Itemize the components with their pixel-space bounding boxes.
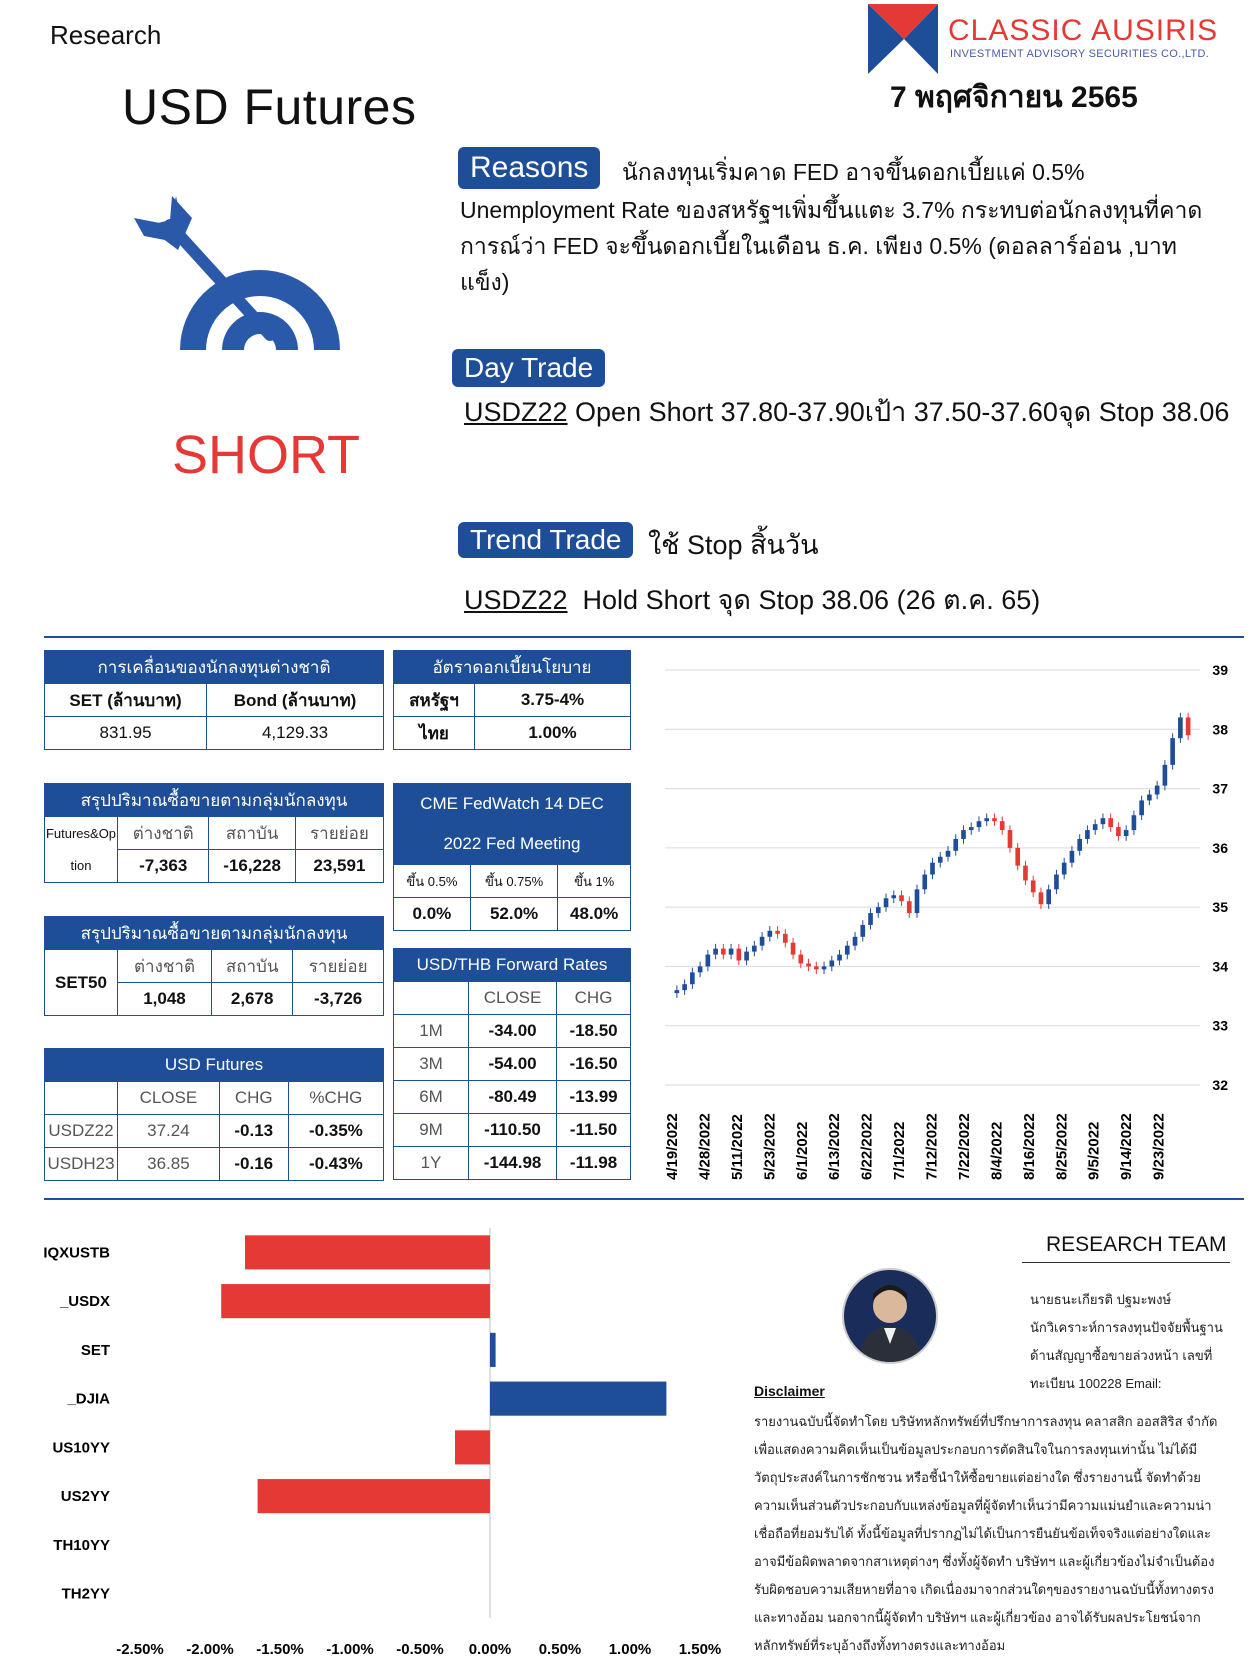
foreign-flow-value: 4,129.33 <box>207 717 384 750</box>
y-tick-label: 37 <box>1212 780 1228 797</box>
analyst-avatar <box>842 1268 938 1364</box>
candle-body <box>768 931 773 937</box>
x-tick-label: 1.50% <box>678 1641 722 1658</box>
trend-trade-symbol: USDZ22 <box>464 585 568 615</box>
candle-body <box>744 952 749 961</box>
candle-body <box>783 934 788 943</box>
candle-body <box>1124 830 1129 836</box>
usd-futures-symbol: USDH23 <box>45 1148 118 1181</box>
trend-trade-text: Hold Short จุด Stop 38.06 (26 ต.ค. 65) <box>567 585 1041 615</box>
bar-category-label: US2YY <box>60 1488 110 1506</box>
policy-rate-value: 3.75-4% <box>475 684 631 717</box>
foreign-flow-title: การเคลื่อนของนักลงทุนต่างชาติ <box>45 651 384 684</box>
candle-body <box>1008 830 1013 848</box>
candle-body <box>1085 830 1090 839</box>
candle-body <box>868 913 873 925</box>
candle-body <box>682 984 687 990</box>
candle-body <box>1023 866 1028 881</box>
fo-summary-col: รายย่อย <box>295 817 383 850</box>
fedwatch-title <box>394 784 631 865</box>
candle-body <box>1062 863 1067 875</box>
candle-body <box>1093 824 1098 830</box>
bar <box>490 1333 496 1367</box>
usd-futures-col: CLOSE <box>118 1082 220 1115</box>
brand-logo-name: CLASSIC AUSIRIS <box>948 14 1219 47</box>
x-tick-label: 9/23/2022 <box>1150 1113 1168 1180</box>
forward-title: USD/THB Forward Rates <box>394 949 631 982</box>
forward-chg: -11.98 <box>557 1147 631 1180</box>
research-team-rule <box>1022 1262 1230 1263</box>
research-team-title: RESEARCH TEAM <box>1046 1233 1227 1256</box>
usd-futures-pct: -0.43% <box>288 1148 383 1181</box>
forward-close: -144.98 <box>469 1147 557 1180</box>
x-tick-label: -2.00% <box>186 1641 234 1658</box>
candle-body <box>775 931 780 934</box>
bar-category-label: _DJIA <box>67 1390 110 1408</box>
x-tick-label: 5/11/2022 <box>728 1114 746 1180</box>
x-tick-label: 5/23/2022 <box>761 1113 779 1180</box>
fo-summary-table <box>44 783 384 883</box>
forward-chg: -13.99 <box>557 1081 631 1114</box>
y-tick-label: 38 <box>1212 721 1228 738</box>
policy-rate-table <box>393 650 631 750</box>
divider-bottom <box>44 1198 1244 1200</box>
fedwatch-value: 0.0% <box>394 898 471 931</box>
candle-body <box>884 898 889 907</box>
candle-body <box>915 889 920 913</box>
y-tick-label: 39 <box>1212 662 1228 678</box>
signal-short: SHORT <box>172 425 361 485</box>
forward-tenor: 1M <box>394 1015 469 1048</box>
set50-summary-col: สถาบัน <box>212 950 293 983</box>
report-date: 7 พฤศจิกายน 2565 <box>890 81 1138 114</box>
forward-tenor: 1Y <box>394 1147 469 1180</box>
usd-futures-close: 37.24 <box>118 1115 220 1148</box>
candle-body <box>1186 717 1191 735</box>
trend-trade-badge: Trend Trade <box>458 522 633 558</box>
usd-futures-chg: -0.13 <box>219 1115 288 1148</box>
candle-body <box>1046 889 1051 904</box>
candle-body <box>1015 848 1020 866</box>
policy-rate-country: สหรัฐฯ <box>394 684 475 717</box>
candle-body <box>1031 880 1036 892</box>
policy-rate-title: อัตราดอกเบี้ยนโยบาย <box>394 651 631 684</box>
bar <box>221 1284 490 1318</box>
x-tick-label: -2.50% <box>116 1641 164 1658</box>
x-tick-label: 4/19/2022 <box>664 1113 681 1180</box>
bar-category-label: SET <box>80 1341 110 1359</box>
x-tick-label: 0.00% <box>468 1641 512 1658</box>
candle-body <box>938 857 943 863</box>
fedwatch-col: ขึ้น 1% <box>558 865 631 898</box>
candle-body <box>922 875 927 890</box>
fedwatch-col: ขึ้น 0.75% <box>470 865 557 898</box>
usd-futures-chg: -0.16 <box>219 1148 288 1181</box>
fedwatch-value: 48.0% <box>558 898 631 931</box>
usd-futures-col: CHG <box>219 1082 288 1115</box>
set50-summary-value: -3,726 <box>293 983 384 1016</box>
fedwatch-table <box>393 783 631 931</box>
candle-body <box>1163 765 1168 786</box>
candle-body <box>1170 738 1175 765</box>
candle-body <box>837 955 842 961</box>
reasons-headline: นักลงทุนเริ่มคาด FED อาจขึ้นดอกเบี้ยแค่ 0.5% <box>622 159 1085 185</box>
candle-body <box>737 949 742 961</box>
candle-body <box>891 895 896 898</box>
research-team-info <box>1030 1286 1230 1398</box>
candle-body <box>806 963 811 966</box>
candle-body <box>977 821 982 827</box>
candle-body <box>752 946 757 952</box>
candle-body <box>1101 818 1106 824</box>
candle-body <box>713 949 718 955</box>
forward-close: -110.50 <box>469 1114 557 1147</box>
x-tick-label: 7/12/2022 <box>923 1113 941 1180</box>
candle-body <box>946 851 951 857</box>
y-tick-label: 33 <box>1212 1017 1228 1034</box>
usd-futures-close: 36.85 <box>118 1148 220 1181</box>
analyst-registration: ทะเบียน 100228 Email: <box>1030 1376 1162 1391</box>
fo-summary-label: Futures&Option <box>45 817 118 883</box>
forward-col: CHG <box>557 982 631 1015</box>
y-tick-label: 34 <box>1212 958 1228 975</box>
forward-close: -34.00 <box>469 1015 557 1048</box>
candle-body <box>899 895 904 901</box>
candle-body <box>698 966 703 972</box>
usd-futures-pct: -0.35% <box>288 1115 383 1148</box>
bar <box>258 1479 490 1513</box>
fedwatch-col: ขึ้น 0.5% <box>394 865 471 898</box>
disclaimer-body: รายงานฉบับนี้จัดทำโดย บริษัทหลักทรัพย์ที่ปรึกษาการลงทุน คลาสสิก ออสสิริส จำกัด เพื่อแสดงความคิดเห็นเป็นข้อมูลประกอบการตัดสินใจในการลงทุนเท่านั้น ไม่ได้มีวัตถุประสงค์ในการชักชวน หรือชี้นำให้ซื้อขายแต่อย่างใด ซึ่งรายงานนี้ จัดทำด้วยความเห็นส่วนตัวประกอบกับแหล่งข้อมูลที่ผู้จัดทำเห็นว่ามีความแม่นยำและความน่าเชื่อถือที่ยอมรับได้ ทั้งนี้ข้อมูลที่ปรากฏไม่ได้เป็นการยืนยันข้อเท็จจริงแต่อย่างใดและอาจมีข้อผิดพลาดจากสาเหตุต่างๆ ซึ่งทั้งผู้จัดทำ บริษัทฯ และผู้เกี่ยวข้องไม่จำเป็นต้องรับผิดชอบความเสียหายที่อาจ เกิดเนื่องมาจากส่วนใดๆของรายงานฉบับนี้ทั้งทางตรงและทางอ้อม นอกจากนี้ผู้จัดทำ บริษัทฯ และผู้เกี่ยวข้อง อาจได้รับผลประโยชน์จากหลักทรัพย์ที่ระบุอ้างถึงทั้งทางตรงและทางอ้อม <box>754 1414 1218 1653</box>
reasons-badge: Reasons <box>458 147 600 189</box>
x-tick-label: 7/22/2022 <box>955 1113 973 1180</box>
set50-summary-value: 1,048 <box>118 983 212 1016</box>
candle-body <box>992 818 997 821</box>
usd-futures-col: %CHG <box>288 1082 383 1115</box>
x-tick-label: 1.00% <box>608 1641 652 1658</box>
policy-rate-value: 1.00% <box>475 717 631 750</box>
candle-body <box>860 925 865 937</box>
forward-rates-table <box>393 948 631 1180</box>
usdthb-candlestick-chart <box>655 650 1245 1190</box>
set50-summary-value: 2,678 <box>212 983 293 1016</box>
candle-body <box>706 955 711 967</box>
x-tick-label: -0.50% <box>396 1641 444 1658</box>
forward-chg: -11.50 <box>557 1114 631 1147</box>
candle-body <box>845 946 850 955</box>
usd-futures-title: USD Futures <box>45 1049 384 1082</box>
fo-summary-col: สถาบัน <box>209 817 295 850</box>
candle-body <box>876 907 881 913</box>
candle-body <box>814 966 819 969</box>
brand-logo-sub: INVESTMENT ADVISORY SECURITIES CO.,LTD. <box>950 48 1210 60</box>
forward-tenor: 9M <box>394 1114 469 1147</box>
x-tick-label: 4/28/2022 <box>696 1113 714 1180</box>
candle-body <box>1116 827 1121 836</box>
candle-body <box>1070 851 1075 863</box>
candle-body <box>853 937 858 946</box>
candle-body <box>1139 800 1144 815</box>
set50-summary-table <box>44 916 384 1016</box>
fedwatch-value: 52.0% <box>470 898 557 931</box>
fedwatch-title-line1: CME FedWatch 14 DEC <box>420 794 604 813</box>
candle-body <box>1108 818 1113 827</box>
bar-category-label: IQXUSTB <box>43 1244 110 1262</box>
x-tick-label: 0.50% <box>538 1641 582 1658</box>
x-tick-label: -1.50% <box>256 1641 304 1658</box>
y-tick-label: 36 <box>1212 839 1228 856</box>
page-title: USD Futures <box>122 79 417 135</box>
candle-body <box>798 955 803 964</box>
foreign-flow-col: Bond (ล้านบาท) <box>207 684 384 717</box>
set50-summary-col: รายย่อย <box>293 950 384 983</box>
divider-top <box>44 636 1244 638</box>
set50-summary-title: สรุปปริมาณซื้อขายตามกลุ่มนักลงทุน <box>45 917 384 950</box>
candle-body <box>1178 717 1183 738</box>
analyst-role-1: นักวิเคราะห์การลงทุนปัจจัยพื้นฐาน <box>1030 1320 1223 1335</box>
candle-body <box>1054 875 1059 890</box>
bar-category-label: TH2YY <box>61 1585 110 1603</box>
usd-futures-symbol: USDZ22 <box>45 1115 118 1148</box>
candle-body <box>829 961 834 967</box>
x-tick-label: 8/4/2022 <box>988 1121 1006 1180</box>
x-tick-label: 9/5/2022 <box>1085 1121 1103 1180</box>
bar-category-label: US10YY <box>52 1439 110 1457</box>
x-tick-label: 7/1/2022 <box>891 1121 909 1180</box>
target-arrow-icon <box>130 190 390 380</box>
x-tick-label: 6/13/2022 <box>826 1113 844 1180</box>
forward-col: CLOSE <box>469 982 557 1015</box>
forward-chg: -16.50 <box>557 1048 631 1081</box>
bar <box>490 1382 666 1416</box>
x-tick-label: 6/1/2022 <box>793 1121 811 1180</box>
fo-summary-value: -16,228 <box>209 850 295 883</box>
usd-futures-table <box>44 1048 384 1181</box>
forward-close: -80.49 <box>469 1081 557 1114</box>
forward-tenor: 6M <box>394 1081 469 1114</box>
candle-body <box>961 830 966 839</box>
reasons-body: Unemployment Rate ของสหรัฐฯเพิ่มขึ้นแตะ 3.7% กระทบต่อนักลงทุนที่คาดการณ์ว่า FED จะขึ้นดอกเบี้ยในเดือน ธ.ค. เพียง 0.5% (ดอลลาร์อ่อน ,บาทแข็ง) <box>460 197 1203 295</box>
disclaimer-title: Disclaimer <box>754 1383 825 1399</box>
forward-close: -54.00 <box>469 1048 557 1081</box>
fo-summary-title: สรุปปริมาณซื้อขายตามกลุ่มนักลงทุน <box>45 784 384 817</box>
candle-body <box>953 839 958 851</box>
policy-rate-country: ไทย <box>394 717 475 750</box>
candle-body <box>1132 815 1137 830</box>
fedwatch-title-line2: 2022 Fed Meeting <box>443 834 581 853</box>
candle-body <box>930 863 935 875</box>
candle-body <box>907 901 912 913</box>
bar <box>245 1235 490 1269</box>
day-trade-text: Open Short 37.80-37.90เป้า 37.50-37.60จุด Stop 38.06 <box>567 397 1230 427</box>
candle-body <box>984 818 989 821</box>
bar-category-label: TH10YY <box>53 1536 110 1554</box>
foreign-flow-table <box>44 650 384 750</box>
set50-summary-label: SET50 <box>45 950 118 1016</box>
trend-trade-note: ใช้ Stop สิ้นวัน <box>648 530 819 560</box>
candle-body <box>1147 795 1152 801</box>
y-tick-label: 35 <box>1212 899 1228 916</box>
foreign-flow-value: 831.95 <box>45 717 207 750</box>
set50-summary-col: ต่างชาติ <box>118 950 212 983</box>
forward-chg: -18.50 <box>557 1015 631 1048</box>
bar <box>455 1430 490 1464</box>
fo-summary-value: -7,363 <box>118 850 209 883</box>
x-tick-label: -1.00% <box>326 1641 374 1658</box>
candle-body <box>822 966 827 969</box>
day-trade-line <box>464 390 1229 433</box>
candle-body <box>1039 892 1044 904</box>
forward-tenor: 3M <box>394 1048 469 1081</box>
candle-body <box>729 949 734 955</box>
section-label: Research <box>50 20 162 50</box>
candle-body <box>690 972 695 984</box>
analyst-name: นายธนะเกียรติ ปฐมะพงษ์ <box>1030 1292 1172 1307</box>
trend-trade-line <box>464 578 1040 621</box>
x-tick-label: 8/25/2022 <box>1053 1113 1071 1180</box>
candle-body <box>1077 839 1082 851</box>
fo-summary-value: 23,591 <box>295 850 383 883</box>
candle-body <box>791 943 796 955</box>
x-tick-label: 9/14/2022 <box>1118 1113 1136 1180</box>
candle-body <box>675 990 680 993</box>
candle-body <box>1000 821 1005 830</box>
candle-body <box>721 949 726 955</box>
y-tick-label: 32 <box>1212 1077 1228 1093</box>
analyst-role-2: ด้านสัญญาซื้อขายล่วงหน้า เลขที่ <box>1030 1348 1213 1363</box>
day-trade-symbol: USDZ22 <box>464 397 568 427</box>
brand-logo-mark <box>868 4 938 74</box>
candle-body <box>760 937 765 946</box>
x-tick-label: 8/16/2022 <box>1020 1113 1038 1180</box>
bar-category-label: _USDX <box>59 1293 110 1311</box>
market-change-bar-chart <box>40 1222 740 1662</box>
fo-summary-col: ต่างชาติ <box>118 817 209 850</box>
candle-body <box>1155 786 1160 795</box>
day-trade-badge: Day Trade <box>452 349 605 387</box>
candle-body <box>969 827 974 830</box>
x-tick-label: 6/22/2022 <box>858 1113 876 1180</box>
foreign-flow-col: SET (ล้านบาท) <box>45 684 207 717</box>
